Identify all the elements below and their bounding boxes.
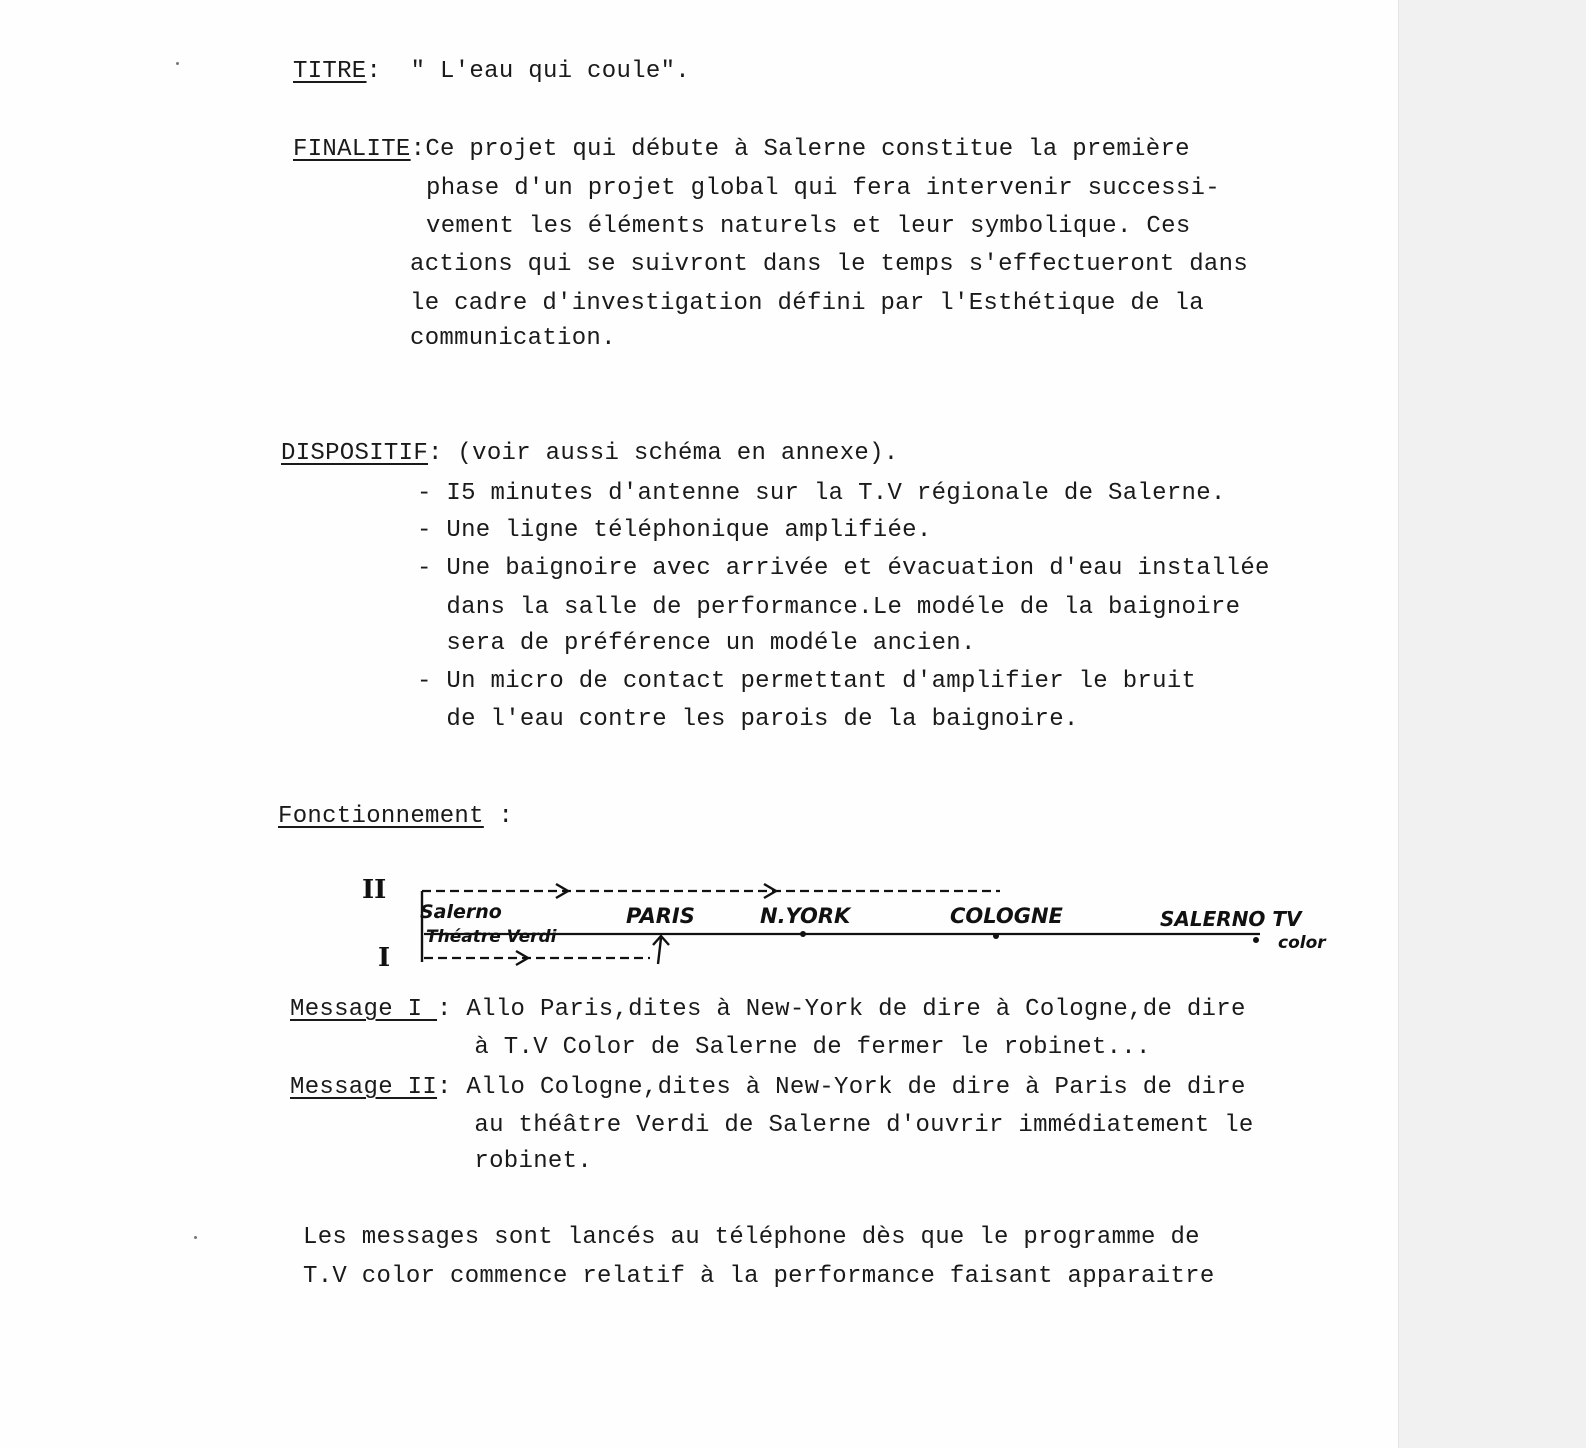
finalite-label: FINALITE <box>293 136 411 163</box>
station-paris: PARIS <box>626 904 695 928</box>
message-route-diagram <box>360 870 1370 980</box>
finalite-line-2: phase d'un projet global qui fera intervenir successi- <box>426 175 1220 202</box>
finalite-line-4: actions qui se suivront dans le temps s'effectueront dans <box>410 251 1249 278</box>
closing-line-2: T.V color commence relatif à la performance faisant apparaitre <box>303 1263 1215 1290</box>
dispositif-item: - Une baignoire avec arrivée et évacuation d'eau installée <box>417 555 1270 582</box>
station-mark <box>800 931 806 937</box>
finalite-line-1: FINALITE:Ce projet qui débute à Salerne constitue la première <box>293 136 1190 163</box>
station-color: color <box>1278 933 1326 953</box>
title-line <box>293 60 690 84</box>
message-two-line-2: au théâtre Verdi de Salerne d'ouvrir immédiatement le <box>445 1112 1254 1139</box>
message-two-label: Message II <box>290 1074 438 1101</box>
message-one-label: Message I <box>290 996 438 1023</box>
closing-line-1: Les messages sont lancés au téléphone dès que le programme de <box>303 1224 1200 1251</box>
station-mark <box>1253 937 1259 943</box>
message-two-line-1: Message II: Allo Cologne,dites à New-York de dire à Paris de dire <box>290 1074 1246 1101</box>
station-new-york: N.YORK <box>760 904 851 928</box>
finalite-line-6: communication. <box>410 325 616 352</box>
dispositif-item: - Un micro de contact permettant d'amplifier le bruit <box>417 668 1197 695</box>
dispositif-item: de l'eau contre les parois de la baignoire. <box>417 706 1079 733</box>
scan-speck <box>194 1236 197 1239</box>
dispositif-heading: DISPOSITIF: (voir aussi schéma en annexe). <box>281 440 899 467</box>
station-salerno: Salerno <box>420 901 502 923</box>
station-mark <box>993 933 999 939</box>
scan-speck <box>176 62 179 65</box>
station-teatro-verdi: Théatre Verdi <box>426 927 557 947</box>
dispositif-label: DISPOSITIF <box>281 440 429 467</box>
station-cologne: COLOGNE <box>950 904 1063 928</box>
dispositif-item: sera de préférence un modéle ancien. <box>417 630 976 657</box>
station-salerno-tv: SALERNO TV <box>1160 907 1302 931</box>
message-one-line-1: Message I : Allo Paris,dites à New-York de dire à Cologne,de dire <box>290 996 1246 1023</box>
finalite-line-5: le cadre d'investigation défini par l'Esthétique de la <box>410 290 1204 317</box>
title-sep: : <box>366 58 382 85</box>
finalite-line-3: vement les éléments naturels et leur symbolique. Ces <box>426 213 1191 240</box>
dispositif-item: - I5 minutes d'antenne sur la T.V régionale de Salerne. <box>417 480 1226 507</box>
message-two-line-3: robinet. <box>445 1148 593 1175</box>
dispositif-item: dans la salle de performance.Le modéle de la baignoire <box>417 594 1241 621</box>
message-one-line-2: à T.V Color de Salerne de fermer le robinet... <box>445 1034 1151 1061</box>
route-label-one: I <box>378 943 391 973</box>
route-label-two: II <box>362 875 387 905</box>
route-one-up <box>658 938 661 964</box>
scan-margin <box>1398 0 1586 1448</box>
dispositif-item: - Une ligne téléphonique amplifiée. <box>417 517 932 544</box>
title-label: TITRE <box>293 58 367 85</box>
title-value: " L'eau qui coule". <box>410 58 690 85</box>
fonctionnement-label: Fonctionnement <box>278 803 484 830</box>
fonctionnement-heading: Fonctionnement : <box>278 803 514 830</box>
